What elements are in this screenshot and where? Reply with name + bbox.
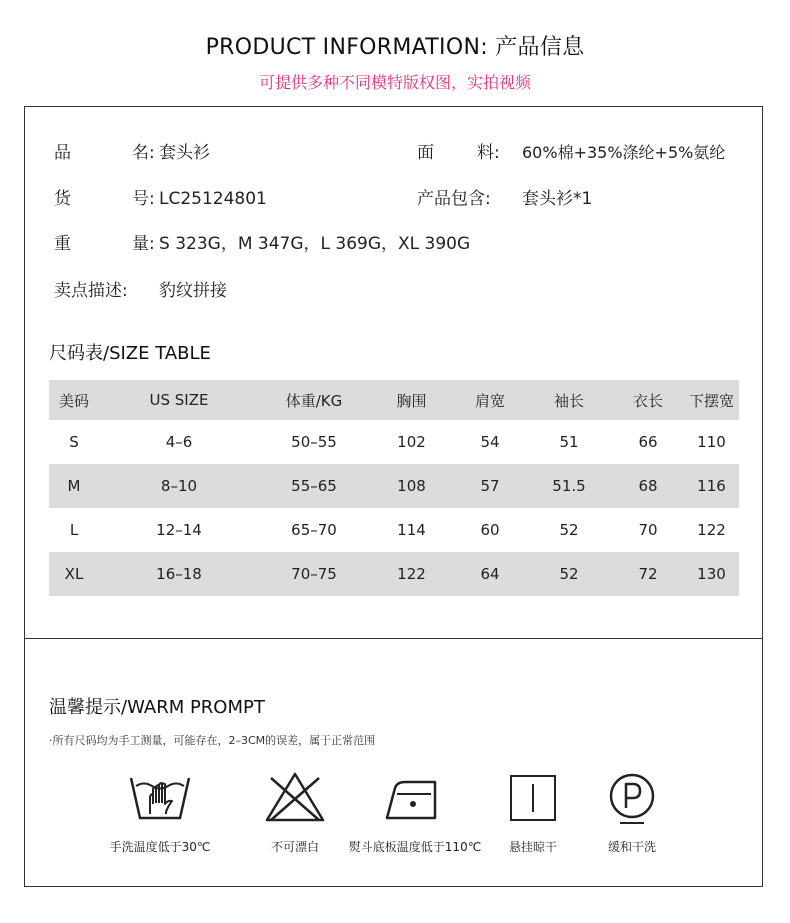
table-cell: 108 [397,477,426,495]
weight-value: S 323G，M 347G，L 369G，XL 390G [159,234,471,254]
header-cell: 胸围 [396,391,427,410]
name-label-1: 品 [54,143,71,163]
header-cell: US SIZE [149,391,209,409]
table-cell: 64 [480,565,500,583]
table-cell: 51.5 [552,477,586,495]
weight-row [54,229,470,254]
sku-value: LC25124801 [159,189,267,209]
table-cell: 116 [697,477,726,495]
care-label: 不可漂白 [270,840,319,854]
panel-divider [24,638,763,639]
hand-wash-icon [128,770,192,824]
table-cell: 70–75 [291,565,337,583]
table-row [49,420,739,464]
weight-label-1: 重 [54,234,71,254]
table-cell: 57 [480,477,500,495]
table-cell: 52 [559,521,579,539]
table-cell: 72 [638,565,658,583]
table-cell: 130 [697,565,726,583]
fabric-row [417,138,725,163]
care-label: 悬挂晾干 [508,840,557,854]
size-table-header [49,380,739,420]
name-value: 套头衫 [159,143,210,163]
care-item-dry-clean [572,770,692,855]
dry-clean-p-icon [600,770,664,824]
table-cell: 54 [480,433,500,451]
includes-row [417,184,592,209]
care-label: 手洗温度低于30℃ [109,840,211,854]
includes-label: 产品包含: [417,189,491,209]
size-table-title: 尺码表/SIZE TABLE [49,343,211,364]
table-cell: XL [64,565,84,583]
selling-label: 卖点描述: [54,281,128,301]
table-cell: L [69,521,79,539]
table-cell: 102 [397,433,426,451]
header-cell: 下摆宽 [688,391,734,410]
prompt-title: 温馨提示/WARM PROMPT [49,697,265,718]
includes-value: 套头衫*1 [522,189,593,209]
table-cell: M [67,477,81,495]
selling-row [54,276,227,301]
page-title: PRODUCT INFORMATION: 产品信息 [205,35,585,60]
table-cell: 55–65 [291,477,337,495]
table-cell: 110 [697,433,726,451]
header-cell: 衣长 [632,391,663,410]
hang-dry-icon [501,770,565,824]
table-cell: 70 [638,521,658,539]
table-cell: 52 [559,565,579,583]
table-cell: S [69,433,79,451]
table-row [49,552,739,596]
sku-label-1: 货 [54,189,71,209]
table-row [49,464,739,508]
header-cell: 美码 [58,391,89,410]
weight-label-2: 量: [132,234,155,254]
fabric-label-2: 料: [477,143,500,163]
selling-value: 豹纹拼接 [159,281,227,301]
care-label: 缓和干洗 [607,840,656,854]
table-cell: 12–14 [156,521,202,539]
table-cell: 4–6 [165,433,193,451]
table-cell: 50–55 [291,433,337,451]
sku-row [54,184,267,209]
care-item-hand-wash [100,770,220,855]
care-item-no-bleach [235,770,355,855]
table-cell: 66 [638,433,658,451]
table-row [49,508,739,552]
table-cell: 122 [697,521,726,539]
name-row [54,138,210,163]
header-cell: 体重/KG [285,391,343,410]
measurement-note: ·所有尺码均为手工测量，可能存在，2–3CM的误差，属于正常范围 [49,734,376,747]
care-item-iron [340,770,490,855]
table-cell: 60 [480,521,500,539]
fabric-value: 60%棉+35%涤纶+5%氨纶 [522,143,726,162]
table-cell: 114 [397,521,426,539]
size-table [49,380,739,596]
care-label: 熨斗底板温度低于110℃ [348,840,482,854]
table-cell: 51 [559,433,579,451]
table-cell: 65–70 [291,521,337,539]
sku-label-2: 号: [132,189,155,209]
page-subtitle: 可提供多种不同模特版权图，实拍视频 [258,73,531,92]
table-cell: 16–18 [156,565,202,583]
name-label-2: 名: [132,143,155,163]
no-bleach-icon [263,770,327,824]
table-cell: 122 [397,565,426,583]
header-cell: 袖长 [553,391,584,410]
iron-icon [383,770,447,824]
header-cell: 肩宽 [474,391,505,410]
table-cell: 8–10 [160,477,198,495]
table-cell: 68 [638,477,658,495]
fabric-label-1: 面 [417,143,434,163]
